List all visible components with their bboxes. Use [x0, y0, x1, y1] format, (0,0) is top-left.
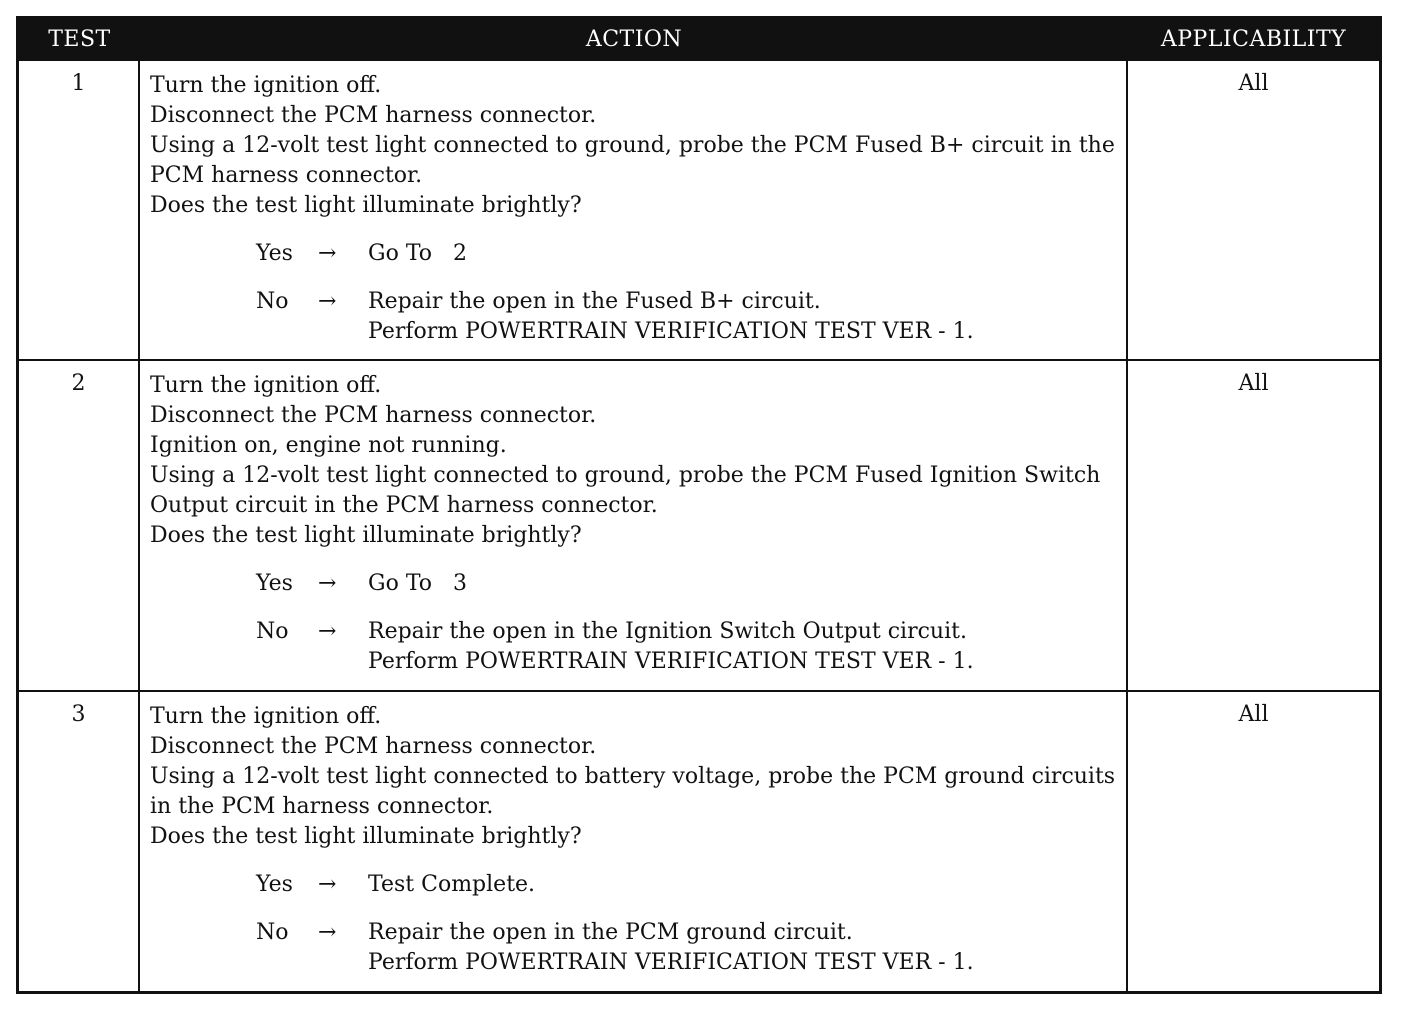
outcome-yes — [150, 870, 1120, 900]
result-line: Go To 2 — [368, 241, 467, 266]
step-text: Using a 12-volt test light connected to battery voltage, probe the PCM ground circuits in the PCM harness connector. — [150, 764, 1116, 819]
table-row — [19, 690, 1379, 991]
step-text: Disconnect the PCM harness connector. — [150, 103, 597, 128]
outcome-no — [150, 918, 1120, 978]
applicability-cell: All — [1238, 71, 1269, 96]
result-line: Perform POWERTRAIN VERIFICATION TEST VER - 1. — [368, 319, 974, 344]
applicability-cell: All — [1238, 371, 1269, 396]
yes-result — [368, 239, 1120, 269]
outcome-yes — [150, 569, 1120, 599]
table-row — [19, 359, 1379, 690]
table-header — [19, 19, 1379, 59]
step-text: Disconnect the PCM harness connector. — [150, 403, 597, 428]
outcome-no — [150, 617, 1120, 677]
step-text: Turn the ignition off. — [150, 373, 382, 398]
yes-result — [368, 870, 1120, 900]
result-line: Perform POWERTRAIN VERIFICATION TEST VER - 1. — [368, 950, 974, 975]
diagnostic-test-table — [16, 16, 1382, 994]
no-result — [368, 617, 1120, 677]
arrow-right-icon: → — [318, 920, 337, 945]
arrow-right-icon: → — [318, 241, 337, 266]
result-line: Go To 3 — [368, 571, 467, 596]
result-line: Repair the open in the Fused B+ circuit. — [368, 289, 821, 314]
no-label: No — [256, 920, 289, 945]
action-cell — [140, 361, 1128, 690]
table-row — [19, 59, 1379, 359]
step-text: Ignition on, engine not running. — [150, 433, 507, 458]
no-result — [368, 287, 1120, 347]
outcome-no — [150, 287, 1120, 347]
yes-label: Yes — [256, 872, 293, 897]
test-number: 3 — [19, 692, 140, 991]
result-line: Repair the open in the PCM ground circuit. — [368, 920, 853, 945]
header-test: TEST — [48, 26, 111, 52]
step-text: Does the test light illuminate brightly? — [150, 824, 582, 849]
no-label: No — [256, 619, 289, 644]
header-applicability: APPLICABILITY — [1160, 26, 1347, 52]
step-text: Using a 12-volt test light connected to ground, probe the PCM Fused B+ circuit in the PCM harness connector. — [150, 133, 1115, 188]
result-line: Perform POWERTRAIN VERIFICATION TEST VER - 1. — [368, 649, 974, 674]
arrow-right-icon: → — [318, 289, 337, 314]
arrow-right-icon: → — [318, 571, 337, 596]
step-text: Turn the ignition off. — [150, 73, 382, 98]
step-text: Does the test light illuminate brightly? — [150, 523, 582, 548]
test-number: 2 — [19, 361, 140, 690]
step-text: Turn the ignition off. — [150, 704, 382, 729]
no-result — [368, 918, 1120, 978]
action-cell — [140, 692, 1128, 991]
result-line: Repair the open in the Ignition Switch Output circuit. — [368, 619, 967, 644]
step-text: Using a 12-volt test light connected to ground, probe the PCM Fused Ignition Switch Output circuit in the PCM harness connector. — [150, 463, 1101, 518]
yes-label: Yes — [256, 241, 293, 266]
applicability-cell: All — [1238, 702, 1269, 727]
step-text: Disconnect the PCM harness connector. — [150, 734, 597, 759]
outcome-yes — [150, 239, 1120, 269]
step-text: Does the test light illuminate brightly? — [150, 193, 582, 218]
arrow-right-icon: → — [318, 872, 337, 897]
header-action: ACTION — [585, 26, 683, 52]
no-label: No — [256, 289, 289, 314]
result-line: Test Complete. — [368, 872, 536, 897]
yes-result — [368, 569, 1120, 599]
yes-label: Yes — [256, 571, 293, 596]
arrow-right-icon: → — [318, 619, 337, 644]
test-number: 1 — [19, 61, 140, 359]
action-cell — [140, 61, 1128, 359]
